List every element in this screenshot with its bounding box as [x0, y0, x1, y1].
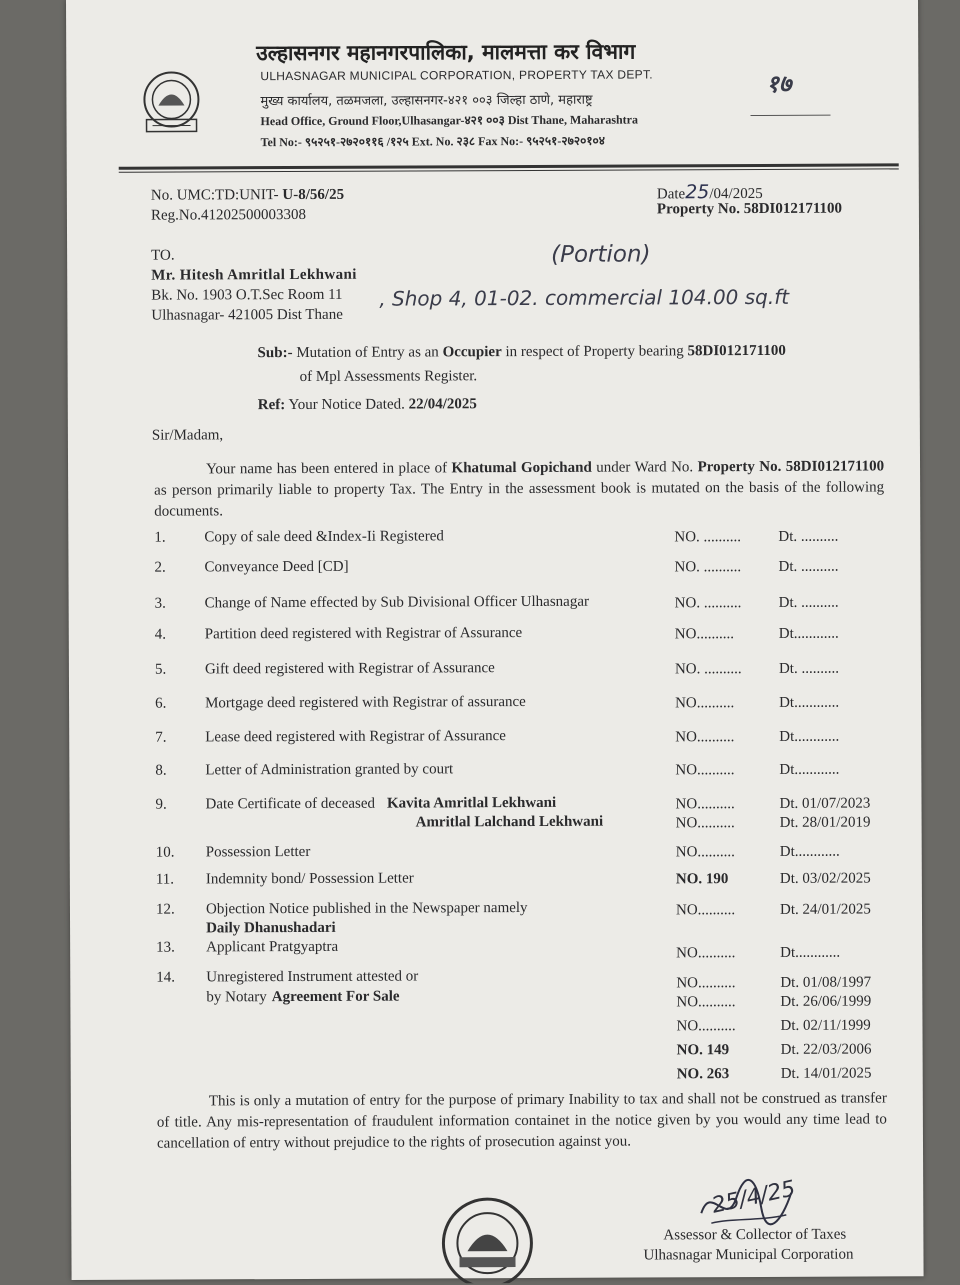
document-text: Copy of sale deed &Index-Ii Registered	[204, 528, 444, 546]
document-text: Objection Notice published in the Newspaper namely	[206, 900, 528, 918]
header-title-marathi: उल्हासनगर महानगरपालिका, मालमत्ता कर विभाग	[256, 38, 635, 68]
document-number: 2.	[154, 560, 165, 577]
document-date: Dt. 03/02/2025	[780, 870, 871, 887]
document-date: Dt. 14/01/2025	[781, 1065, 872, 1082]
document-date: Dt. 01/08/1997	[780, 974, 871, 991]
document-text: Possession Letter	[206, 844, 311, 861]
document-no: NO..........	[675, 796, 734, 813]
document-text: Indemnity bond/ Possession Letter	[206, 870, 414, 888]
addressee-name: Mr. Hitesh Amritlal Lekhwani	[151, 267, 357, 285]
subject-line2: of Mpl Assessments Register.	[300, 368, 478, 386]
document-no: NO..........	[675, 626, 734, 643]
document-no-2: NO..........	[676, 815, 735, 832]
document-number: 12.	[156, 902, 175, 919]
document-text: Unregistered Instrument attested or	[206, 968, 418, 986]
document-number: 1.	[154, 530, 165, 547]
corporation-seal-icon	[437, 1193, 537, 1283]
deceased-name-2: Amritlal Lalchand Lekhwani	[416, 814, 604, 832]
header-telephone: Tel No:- ९५२५१-२७२०११६ /१२५ Ext. No. २३८ Fax No:- ९५२५१-२७२०१०४	[261, 132, 605, 151]
addressee-line1: Bk. No. 1903 O.T.Sec Room 11	[151, 287, 342, 305]
document-date: Dt. 22/03/2006	[781, 1041, 872, 1058]
document-no: NO..........	[675, 762, 734, 779]
reference-number: No. UMC:TD:UNIT- U-8/56/25	[151, 187, 344, 205]
document-no: NO..........	[675, 695, 734, 712]
document-number: 9.	[155, 797, 166, 814]
document-date-2: Dt. 28/01/2019	[780, 814, 871, 831]
property-number: Property No. 58DI012171100	[657, 201, 842, 219]
document-date: Dt. ..........	[779, 595, 839, 612]
document-number: 11.	[156, 872, 174, 889]
document-no: NO. ..........	[674, 559, 741, 576]
document-number: 13.	[156, 940, 175, 957]
document-no: NO. ..........	[675, 595, 742, 612]
document-date: Dt. ..........	[778, 529, 838, 546]
document-no: NO..........	[675, 729, 734, 746]
document-no: NO..........	[676, 994, 735, 1011]
document-date: Dt. ..........	[778, 559, 838, 576]
header-title-english: ULHASNAGAR MUNICIPAL CORPORATION, PROPERTY TAX DEPT.	[260, 67, 653, 83]
handwritten-signature-date: 25/4/25	[710, 1176, 798, 1218]
document-date: Dt............	[779, 762, 839, 779]
document-date: Dt............	[779, 729, 839, 746]
newspaper-name: Daily Dhanushadari	[206, 920, 336, 938]
document-number: 7.	[155, 730, 166, 747]
header-address-english: Head Office, Ground Floor,Ulhasangar-४२१ ००३ Dist Thane, Maharashtra	[260, 111, 638, 130]
document-date: Dt. 26/06/1999	[780, 993, 871, 1010]
reference-line: Ref: Your Notice Dated. 22/04/2025	[258, 396, 477, 414]
handwritten-shop-note: , Shop 4, 01-02. commercial 104.00 sq.ft	[379, 285, 789, 311]
letter-page	[66, 0, 924, 1280]
signatory-title: Assessor & Collector of Taxes	[663, 1227, 846, 1245]
document-text: Conveyance Deed [CD]	[204, 559, 348, 577]
document-number: 14.	[156, 970, 175, 987]
document-text: Applicant Pratgyaptra	[206, 939, 338, 957]
document-number: 5.	[155, 662, 166, 679]
addressee-line2: Ulhasnagar- 421005 Dist Thane	[151, 307, 343, 325]
document-text: Change of Name effected by Sub Divisional Officer Ulhasnagar	[205, 594, 589, 613]
subject-line: Sub:- Mutation of Entry as an Occupier in respect of Property bearing 58DI012171100	[258, 343, 786, 362]
document-no: NO. 263	[677, 1066, 730, 1083]
document-date: Dt. 01/07/2023	[779, 795, 870, 812]
corner-handwritten-mark: १७	[766, 67, 791, 100]
document-no: NO. 149	[677, 1042, 730, 1059]
document-text: Mortgage deed registered with Registrar of assurance	[205, 694, 526, 712]
signature-scribble-icon	[691, 1173, 801, 1233]
document-text-2	[206, 989, 399, 1007]
document-no: NO..........	[676, 975, 735, 992]
document-text: Lease deed registered with Registrar of Assurance	[205, 728, 506, 746]
document-number: 10.	[156, 845, 175, 862]
salutation: Sir/Madam,	[152, 427, 223, 444]
document-date: Dt............	[779, 695, 839, 712]
document-text	[205, 795, 556, 814]
document-date: Dt. 02/11/1999	[780, 1017, 870, 1034]
document-no: NO..........	[676, 844, 735, 861]
corner-rule	[751, 115, 831, 116]
document-no: NO..........	[676, 945, 735, 962]
letter-date: Date25/04/2025	[657, 181, 763, 203]
deceased-name-1: Kavita Amritlal Lekhwani	[387, 795, 556, 812]
document-no: NO. ..........	[674, 529, 741, 546]
body-paragraph: Your name has been entered in place of Khatumal Gopichand under Ward No. Property No. 58DI012171100 as person primarily liable to property Tax. The Entry in the assessment book is mutated on the basis of the following documents.	[154, 456, 884, 522]
document-number: 6.	[155, 696, 166, 713]
document-text-label: Date Certificate of deceased	[205, 796, 375, 813]
document-number: 8.	[155, 763, 166, 780]
handwritten-portion-note: (Portion)	[551, 241, 651, 267]
corporation-emblem-icon	[138, 69, 204, 137]
document-date: Dt............	[780, 844, 840, 861]
header-address-marathi: मुख्य कार्यालय, तळमजला, उल्हासनगर-४२१ ००३ जिल्हा ठाणे, महाराष्ट्र	[260, 90, 592, 109]
document-date: Dt. ..........	[779, 661, 839, 678]
document-number: 3.	[155, 596, 166, 613]
document-date: Dt............	[779, 626, 839, 643]
signatory-organization: Ulhasnagar Municipal Corporation	[643, 1247, 853, 1265]
agreement-type: Agreement For Sale	[272, 989, 400, 1006]
closing-paragraph: This is only a mutation of entry for the purpose of primary Inability to tax and shall not be construed as transfer of title. Any mis-representation of fraudulent information containet in the notice given by you would any time lead to cancellation of entry without prejudice to the rights of prosecution against you.	[157, 1088, 887, 1154]
document-no: NO. 190	[676, 871, 729, 888]
document-number: 4.	[155, 627, 166, 644]
document-text-2-label: by Notary	[206, 989, 266, 1005]
document-no: NO..........	[676, 902, 735, 919]
document-no: NO..........	[676, 1018, 735, 1035]
document-date: Dt. 24/01/2025	[780, 901, 871, 918]
registration-number: Reg.No.41202500003308	[151, 207, 306, 225]
document-no: NO. ..........	[675, 661, 742, 678]
document-text: Gift deed registered with Registrar of Assurance	[205, 660, 495, 678]
document-text: Letter of Administration granted by court	[205, 761, 453, 779]
to-label: TO.	[151, 248, 175, 265]
document-date: Dt............	[780, 945, 840, 962]
document-text: Partition deed registered with Registrar of Assurance	[205, 625, 522, 643]
